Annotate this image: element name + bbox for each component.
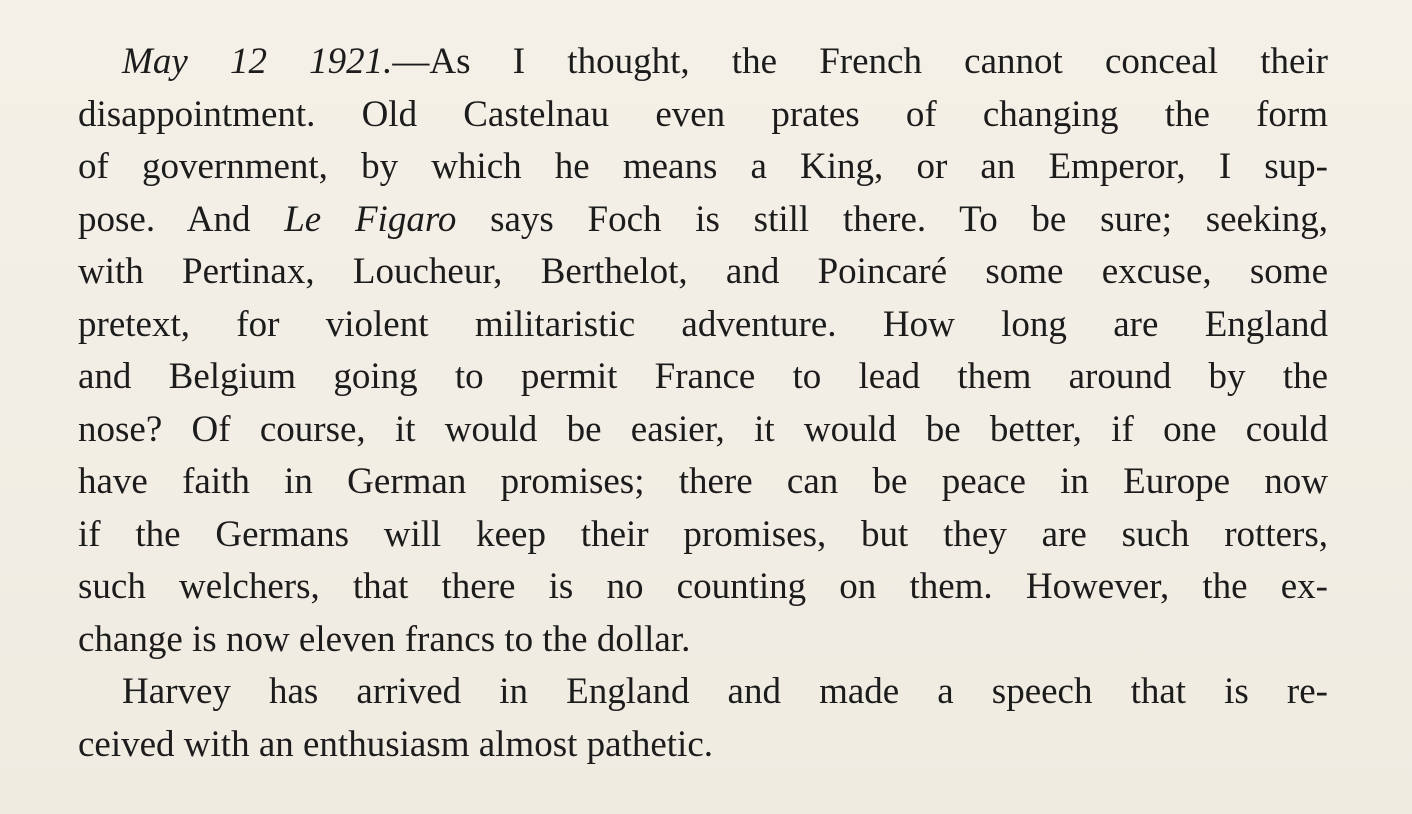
text-line: with Pertinax, Loucheur, Berthelot, and Poincaré some excuse, some xyxy=(78,251,1328,292)
text-line: such welchers, that there is no counting on them. However, the ex- xyxy=(78,566,1328,607)
text-line: and Belgium going to permit France to lead them around by the xyxy=(78,356,1328,397)
text-line xyxy=(78,194,1328,247)
text-line: nose? Of course, it would be easier, it would be better, if one could xyxy=(78,408,1328,450)
text-line: change is now eleven francs to the dollar. xyxy=(78,618,691,660)
text-line: of government, by which he means a King, or an Emperor, I sup- xyxy=(78,146,1328,187)
text-line: if the Germans will keep their promises, but they are such rotters, xyxy=(78,513,1328,555)
text-segment: says Foch is still there. To be sure; seeking, xyxy=(456,198,1328,240)
text-line xyxy=(78,36,1328,89)
text-line: disappointment. Old Castelnau even prates of changing the form xyxy=(78,93,1328,135)
diary-text xyxy=(78,36,1328,771)
text-line: have faith in German promises; there can be peace in Europe now xyxy=(78,461,1328,502)
text-line: ceived with an enthusiasm almost pathetic. xyxy=(78,723,713,765)
text-segment: As I thought, the French cannot conceal their xyxy=(429,41,1328,82)
text-line: Harvey has arrived in England and made a speech that is re- xyxy=(122,671,1328,712)
text-line: pretext, for violent militaristic adventure. How long are England xyxy=(78,303,1328,345)
text-segment: pose. And xyxy=(78,198,285,240)
em-dash: — xyxy=(392,41,430,82)
newspaper-title: Le Figaro xyxy=(284,198,457,240)
entry-date: May 12 1921. xyxy=(122,41,393,82)
